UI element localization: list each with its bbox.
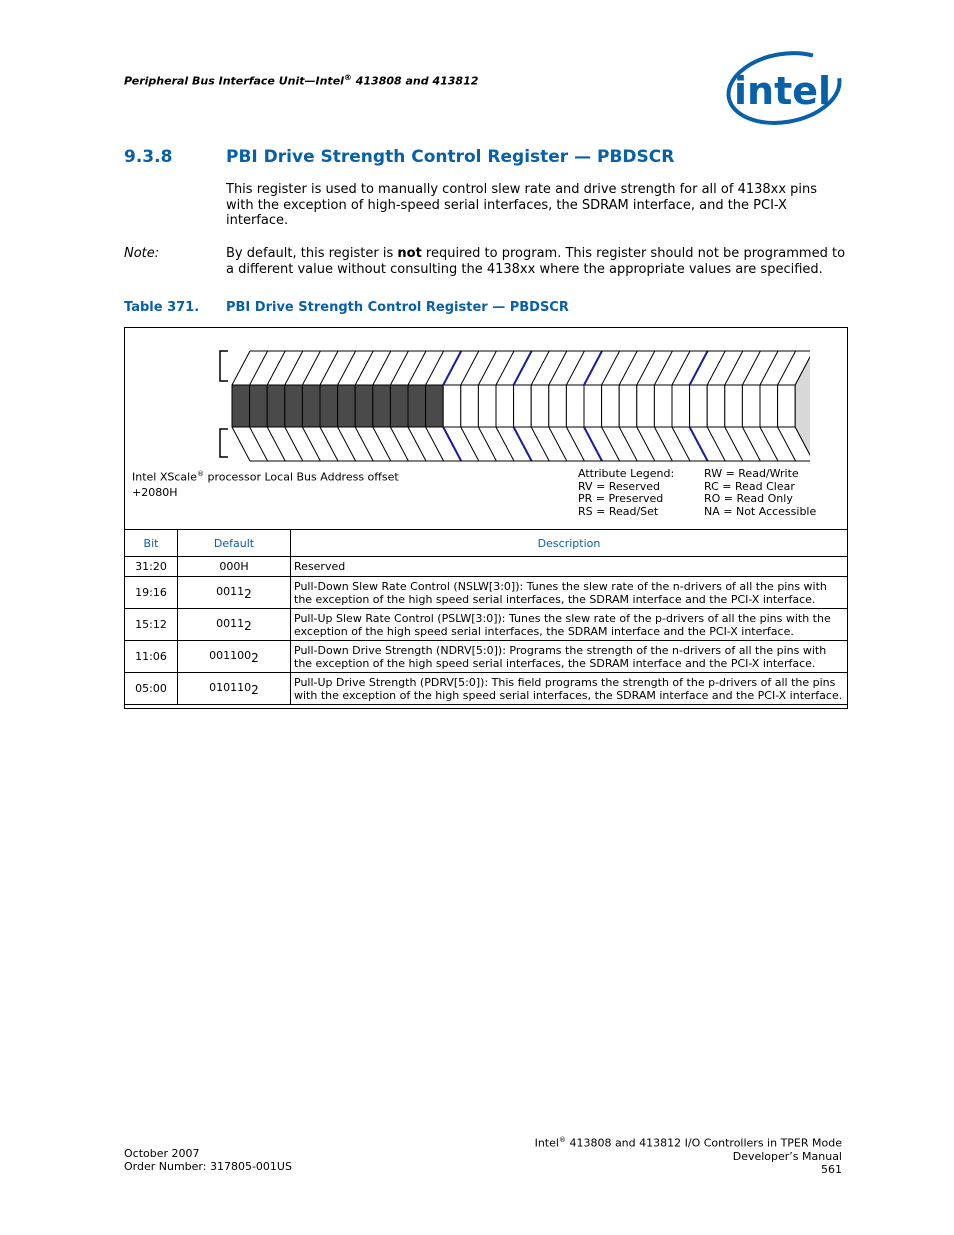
bit-slant-bottom: [232, 427, 250, 461]
table-row: [125, 577, 848, 609]
bit-slant-top: [373, 351, 391, 385]
legend-item: RW = Read/Write: [704, 467, 799, 480]
bit-slant-bottom: [390, 427, 408, 461]
bit-slant-bottom: [619, 427, 637, 461]
cell-description: Pull-Down Drive Strength (NDRV[5:0]): Programs the strength of the n-drivers of all the pins with the exception of the high speed serial interfaces, the SDRAM interface and the PCI-X interface.: [291, 641, 848, 673]
bit-slant-top: [549, 351, 567, 385]
bit-slant-top: [531, 351, 549, 385]
bit-slant-top: [285, 351, 303, 385]
address-offset-label: [132, 467, 399, 500]
bracket-bottom: [220, 429, 228, 457]
bit-slant-top: [355, 351, 373, 385]
attribute-legend: [578, 468, 674, 519]
cell-bit: 31:20: [125, 557, 178, 577]
bit-slant-bottom: [338, 427, 356, 461]
bracket-top: [220, 351, 228, 381]
page-number: 561: [821, 1162, 842, 1176]
attribute-legend-col2: [704, 468, 816, 519]
bit-slant-bottom: [478, 427, 496, 461]
bit-slant-bottom: [602, 427, 620, 461]
bit-slant-bottom: [426, 427, 444, 461]
bit-slant-bottom: [267, 427, 285, 461]
bit-cell: [707, 385, 725, 427]
bit-cell: [619, 385, 637, 427]
diagram-side-face: [795, 351, 810, 461]
legend-item: RC = Read Clear: [704, 479, 795, 493]
bit-slant-top: [478, 351, 496, 385]
default-value: 010110: [209, 680, 252, 694]
bit-slant-top: [408, 351, 426, 385]
radix-subscript: 2: [244, 618, 252, 633]
offset-value: +2080H: [132, 485, 178, 499]
footer-left: [124, 1147, 292, 1173]
footer-doc-title-suffix: 413808 and 413812 I/O Controllers in TPER Mode: [565, 1136, 842, 1150]
cell-bit: 11:06: [125, 641, 178, 673]
cell-bit: 15:12: [125, 609, 178, 641]
cell-description: Pull-Up Slew Rate Control (PSLW[3:0]): Tunes the slew rate of the p-drivers of all the pins with the exception of the high speed serial interfaces, the SDRAM interface and the PCI-X interface.: [291, 609, 848, 641]
bit-slant-bottom: [725, 427, 743, 461]
table-title: PBI Drive Strength Control Register — PBDSCR: [226, 300, 569, 315]
section-body: This register is used to manually control slew rate and drive strength for all of 4138xx pins with the exception of high-speed serial interfaces, the SDRAM interface, and the PCI-X interface.: [226, 182, 818, 228]
note-text-bold: not: [397, 246, 422, 261]
footer-reg-mark: ®: [558, 1136, 566, 1144]
bit-slant-bottom: [654, 427, 672, 461]
bit-slant-top: [320, 351, 338, 385]
section-number: 9.3.8: [124, 147, 173, 167]
bit-slant-top: [338, 351, 356, 385]
header-reg-mark: ®: [343, 73, 352, 82]
bit-slant-bottom: [373, 427, 391, 461]
bit-cell: [250, 385, 268, 427]
bit-slant-top: [637, 351, 655, 385]
bit-slant-top: [514, 351, 532, 385]
col-header-description: Description: [291, 530, 848, 557]
bit-cell: [426, 385, 444, 427]
legend-item: RV = Reserved: [578, 479, 660, 493]
bit-slant-bottom: [637, 427, 655, 461]
bit-slant-top: [496, 351, 514, 385]
bit-cell: [566, 385, 584, 427]
bit-cell: [637, 385, 655, 427]
footer-doc-title-prefix: Intel: [534, 1136, 559, 1150]
bit-slant-top: [725, 351, 743, 385]
bit-cell: [285, 385, 303, 427]
bit-cell: [320, 385, 338, 427]
bit-slant-bottom: [461, 427, 479, 461]
legend-item: RS = Read/Set: [578, 505, 659, 519]
bit-slant-top: [672, 351, 690, 385]
bit-cell: [742, 385, 760, 427]
bit-cell: [778, 385, 796, 427]
default-value: 001100: [209, 648, 252, 662]
bit-cell: [654, 385, 672, 427]
cell-description: Pull-Up Drive Strength (PDRV[5:0]): This field programs the strength of the p-drivers of all the pins with the exception of the high speed serial interfaces, the SDRAM interface and the PCI-X interface.: [291, 673, 848, 705]
bit-cell: [338, 385, 356, 427]
bit-cell: [602, 385, 620, 427]
bit-slant-bottom: [690, 427, 708, 461]
bit-slant-top: [302, 351, 320, 385]
footer-doc-title: [480, 1134, 842, 1150]
legend-item: NA = Not Accessible: [704, 505, 817, 519]
bit-slant-bottom: [549, 427, 567, 461]
bit-cell: [373, 385, 391, 427]
header-text-suffix: 413808 and 413812: [351, 74, 479, 88]
bit-slant-bottom: [355, 427, 373, 461]
note-label: Note:: [124, 246, 160, 261]
table-row: [125, 673, 848, 705]
bit-cell: [496, 385, 514, 427]
bit-cell: [725, 385, 743, 427]
section-title: PBI Drive Strength Control Register — PBDSCR: [226, 147, 675, 167]
footer-manual: Developer’s Manual: [732, 1149, 842, 1163]
bit-slant-bottom: [250, 427, 268, 461]
bit-cell: [461, 385, 479, 427]
cell-bit: 19:16: [125, 577, 178, 609]
logo-text: intel: [734, 69, 832, 113]
table-header-row: [125, 530, 848, 557]
bit-cell: [531, 385, 549, 427]
bit-slant-top: [690, 351, 708, 385]
bit-slant-top: [602, 351, 620, 385]
bit-slant-bottom: [496, 427, 514, 461]
offset-label-reg: ®: [196, 470, 204, 478]
default-value: 0011: [216, 584, 245, 598]
bit-slant-bottom: [408, 427, 426, 461]
cell-default: [178, 673, 291, 705]
bit-slant-bottom: [566, 427, 584, 461]
col-header-default: Default: [178, 530, 291, 557]
bit-cell: [302, 385, 320, 427]
table-row: [125, 557, 848, 577]
bit-slant-bottom: [778, 427, 796, 461]
bit-cell: [232, 385, 250, 427]
bit-slant-top: [461, 351, 479, 385]
footer-right: [480, 1134, 842, 1176]
bit-slant-bottom: [320, 427, 338, 461]
bit-slant-bottom: [443, 427, 461, 461]
bit-slant-bottom: [514, 427, 532, 461]
bit-cell: [408, 385, 426, 427]
col-header-bit: Bit: [125, 530, 178, 557]
note-text-after: required to program. This register should not be programmed to a different value without consulting the 4138xx where the appropriate values are specified.: [226, 246, 846, 277]
cell-description: Reserved: [291, 557, 848, 577]
bit-slant-top: [778, 351, 796, 385]
header-text: Peripheral Bus Interface Unit—Intel: [124, 74, 344, 88]
bit-slant-bottom: [760, 427, 778, 461]
bit-slant-top: [232, 351, 250, 385]
register-bit-diagram: [210, 345, 810, 465]
bit-cell: [549, 385, 567, 427]
table-row: [125, 641, 848, 673]
bit-slant-top: [742, 351, 760, 385]
legend-title: Attribute Legend:: [578, 467, 675, 480]
radix-subscript: 2: [251, 650, 259, 665]
bit-cell: [514, 385, 532, 427]
bit-slant-top: [566, 351, 584, 385]
cell-bit: 05:00: [125, 673, 178, 705]
radix-subscript: 2: [244, 586, 252, 601]
register-table: [124, 529, 848, 705]
bit-slant-top: [250, 351, 268, 385]
bit-cell: [690, 385, 708, 427]
bit-slant-top: [443, 351, 461, 385]
bit-cell: [478, 385, 496, 427]
bit-slant-bottom: [285, 427, 303, 461]
intel-logo: [724, 50, 842, 128]
legend-item: PR = Preserved: [578, 492, 664, 506]
bit-slant-top: [654, 351, 672, 385]
footer-order-number: Order Number: 317805-001US: [124, 1160, 292, 1173]
bit-slant-top: [619, 351, 637, 385]
radix-subscript: 2: [251, 682, 259, 697]
bit-slant-top: [584, 351, 602, 385]
cell-default: [178, 641, 291, 673]
bit-cell: [760, 385, 778, 427]
table-row: [125, 609, 848, 641]
bit-slant-bottom: [531, 427, 549, 461]
offset-label-suffix: processor Local Bus Address offset: [203, 470, 399, 484]
offset-label-prefix: Intel XScale: [132, 470, 197, 484]
bit-slant-bottom: [672, 427, 690, 461]
note-text-before: By default, this register is: [226, 246, 398, 261]
note-text: [226, 246, 846, 277]
bit-cell: [584, 385, 602, 427]
bit-slant-top: [267, 351, 285, 385]
bit-slant-top: [707, 351, 725, 385]
cell-default: [178, 577, 291, 609]
bit-slant-top: [390, 351, 408, 385]
bit-cell: [390, 385, 408, 427]
bit-slant-top: [426, 351, 444, 385]
table-number: Table 371.: [124, 300, 200, 315]
bit-cell: [443, 385, 461, 427]
running-header: [124, 73, 478, 88]
cell-description: Pull-Down Slew Rate Control (NSLW[3:0]): Tunes the slew rate of the n-drivers of all the pins with the exception of the high speed serial interfaces, the SDRAM interface and the PCI-X interface.: [291, 577, 848, 609]
bit-slant-bottom: [707, 427, 725, 461]
bit-slant-top: [760, 351, 778, 385]
default-value: 0011: [216, 616, 245, 630]
cell-default: 000H: [178, 557, 291, 577]
bit-slant-bottom: [742, 427, 760, 461]
cell-default: [178, 609, 291, 641]
legend-item: RO = Read Only: [704, 492, 793, 506]
footer-date: October 2007: [124, 1147, 200, 1160]
bit-slant-bottom: [584, 427, 602, 461]
bit-cell: [355, 385, 373, 427]
bit-cell: [672, 385, 690, 427]
bit-cell: [267, 385, 285, 427]
bit-slant-bottom: [302, 427, 320, 461]
